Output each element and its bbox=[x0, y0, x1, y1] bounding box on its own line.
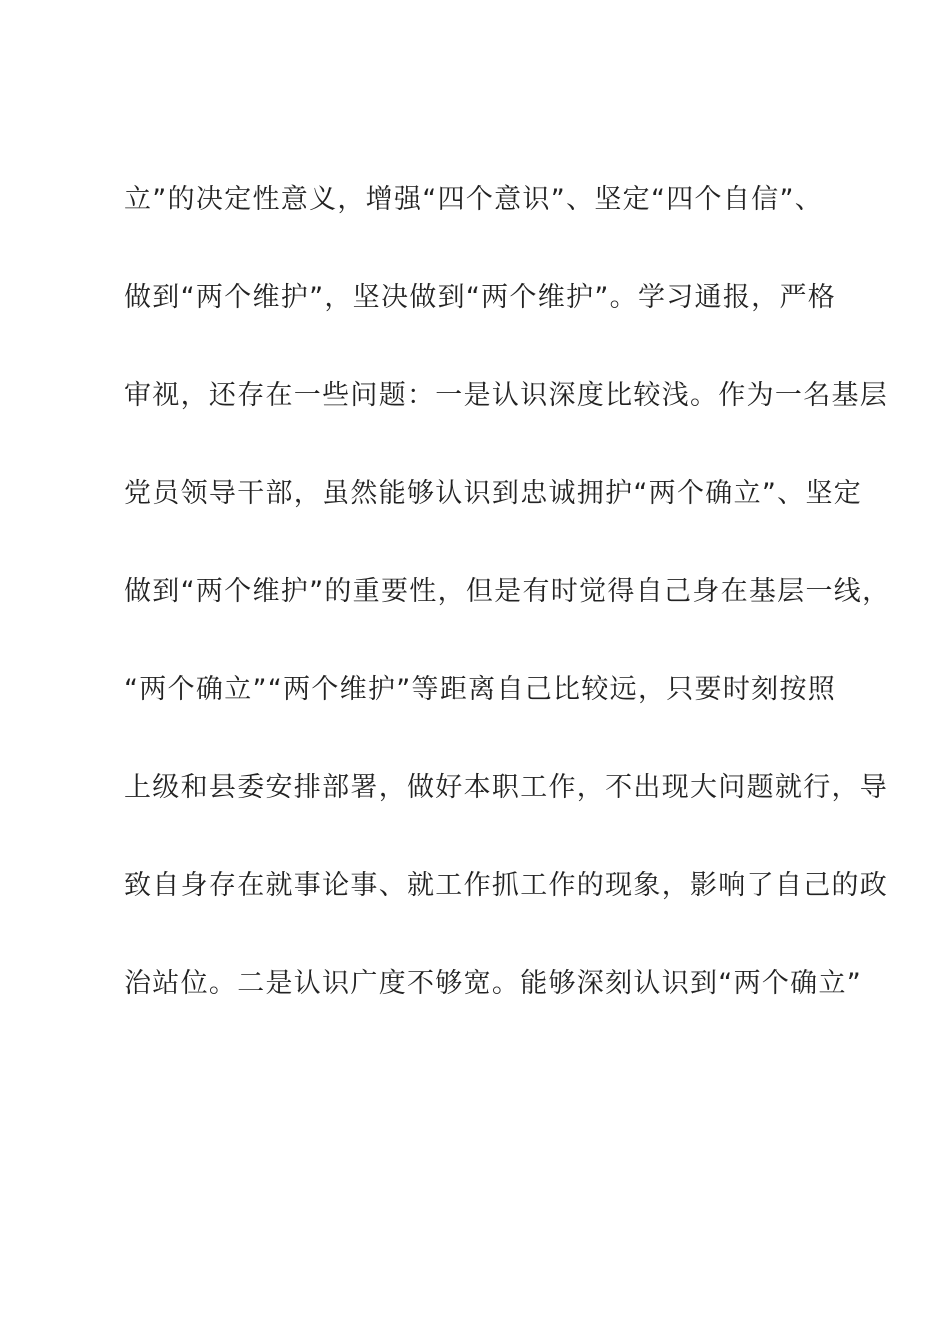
text-line-3: 审视，还存在一些问题：一是认识深度比较浅。作为一名基层 bbox=[124, 380, 889, 411]
text-line-2: 做到“两个维护”，坚决做到“两个维护”。学习通报，严格 bbox=[124, 282, 837, 313]
text-line-7: 上级和县委安排部署，做好本职工作，不出现大问题就行，导 bbox=[124, 772, 889, 803]
text-line-1: 立”的决定性意义，增强“四个意识”、坚定“四个自信”、 bbox=[124, 184, 824, 215]
text-line-6: “两个确立”“两个维护”等距离自己比较远，只要时刻按照 bbox=[124, 674, 837, 705]
text-line-4: 党员领导干部，虽然能够认识到忠诚拥护“两个确立”、坚定 bbox=[124, 478, 863, 509]
text-line-5: 做到“两个维护”的重要性，但是有时觉得自己身在基层一线， bbox=[124, 576, 891, 607]
text-line-9: 治站位。二是认识广度不够宽。能够深刻认识到“两个确立” bbox=[124, 968, 863, 999]
body-text bbox=[124, 174, 891, 1056]
text-line-8: 致自身存在就事论事、就工作抓工作的现象，影响了自己的政 bbox=[124, 870, 889, 901]
